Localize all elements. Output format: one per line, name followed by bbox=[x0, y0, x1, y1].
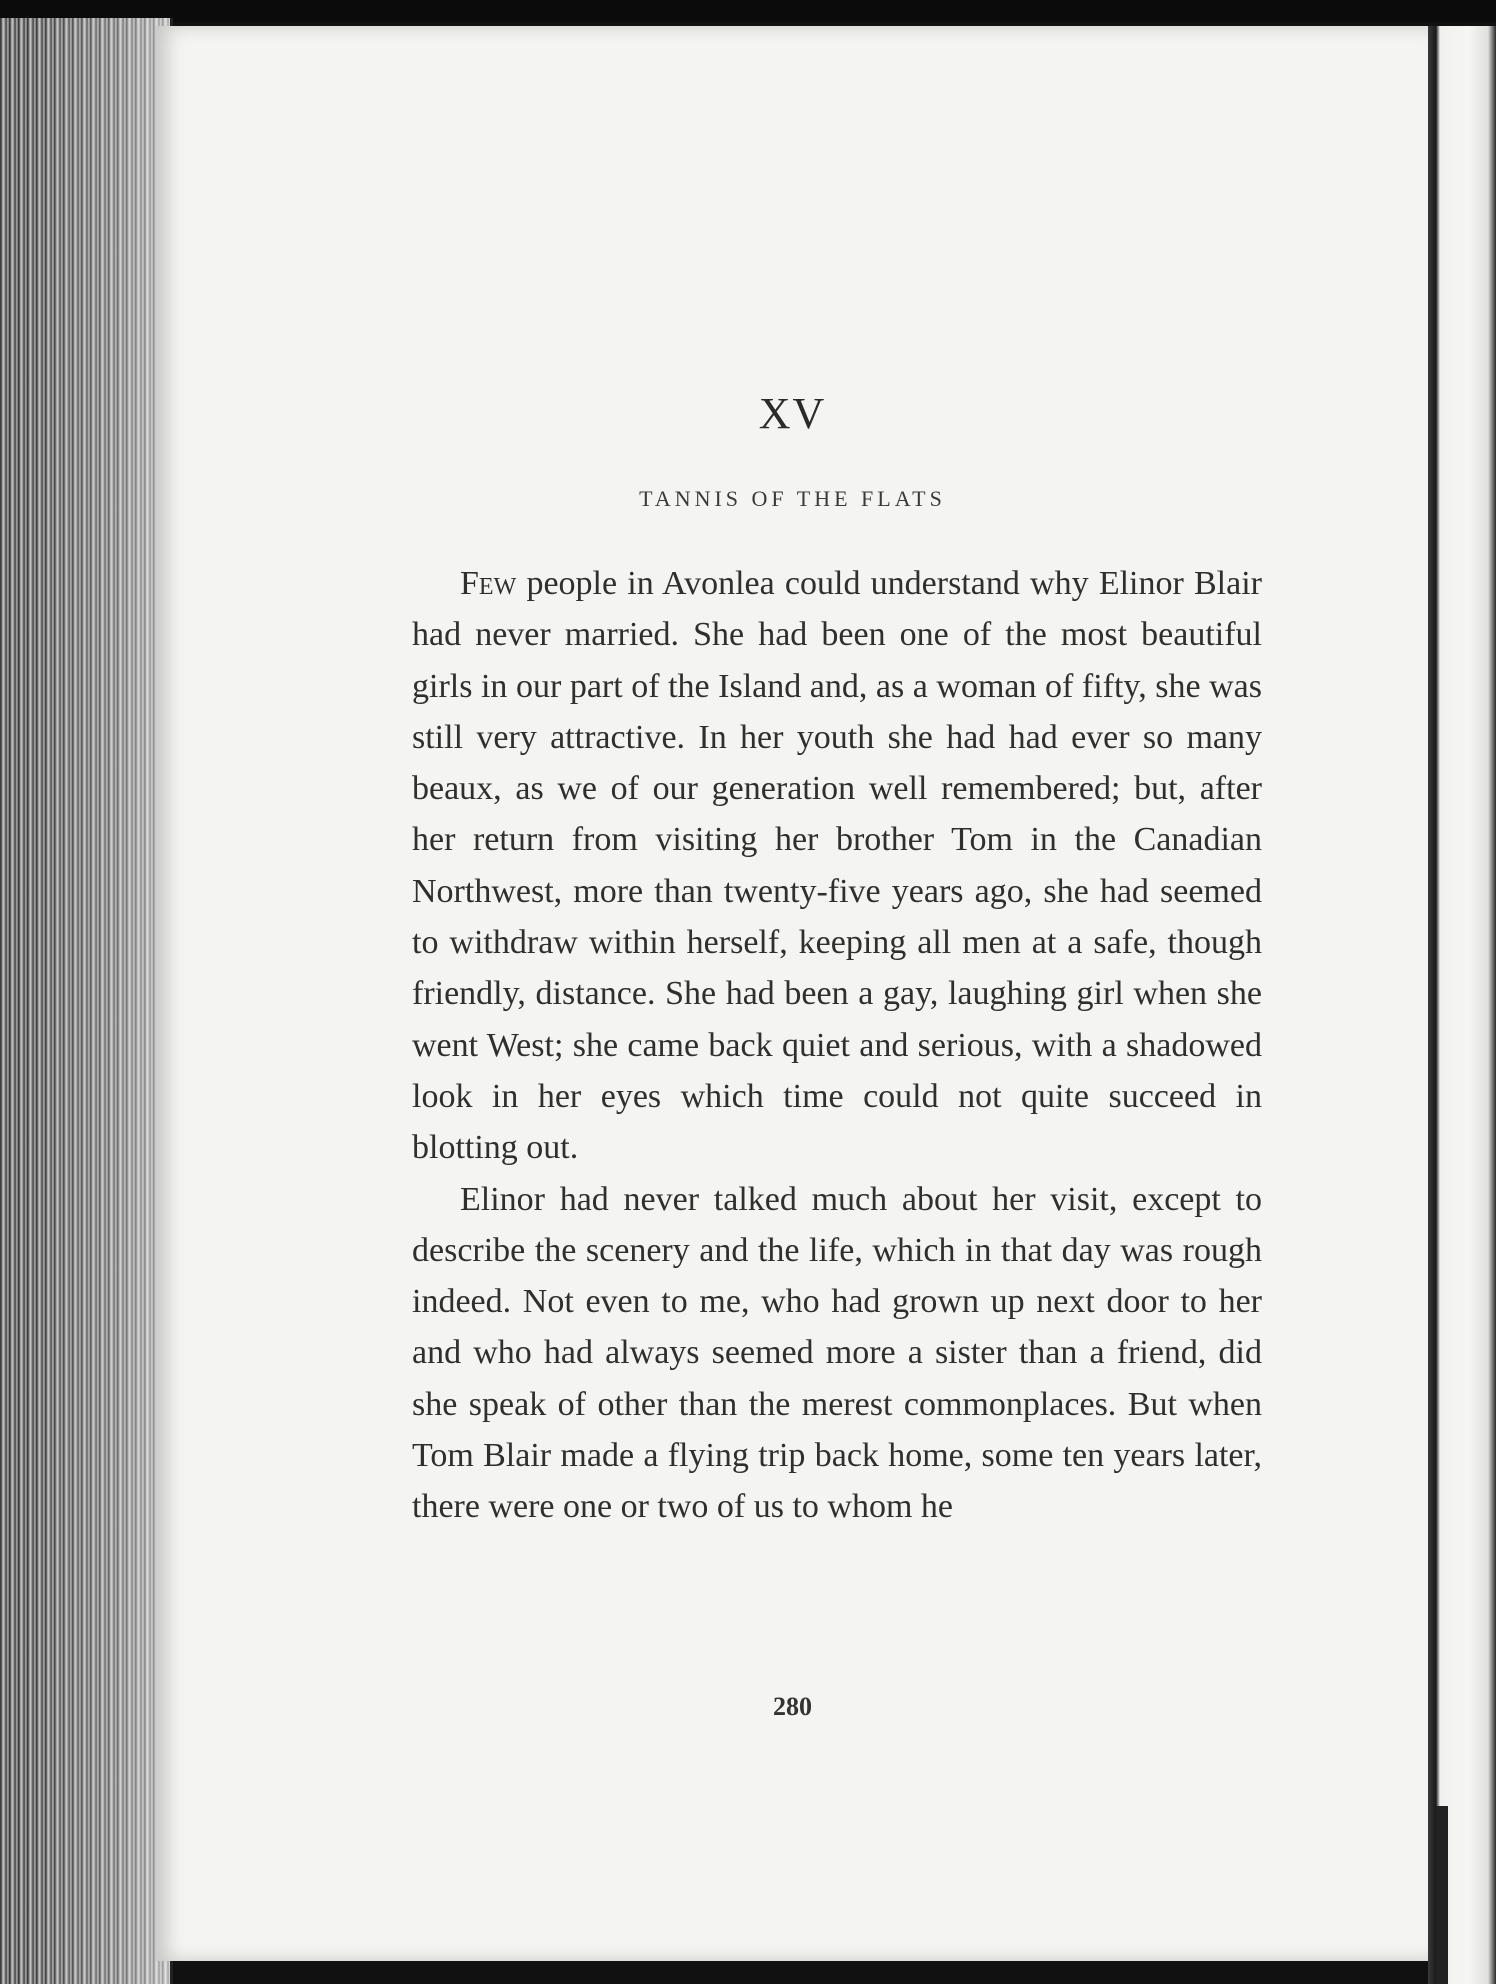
chapter-number: XV bbox=[758, 389, 827, 438]
paragraph-1 bbox=[412, 558, 1262, 1174]
chapter-title: TANNIS OF THE FLATS bbox=[639, 486, 946, 511]
scan-top-edge bbox=[0, 0, 1496, 22]
page-stack-edges bbox=[0, 18, 173, 1984]
paragraph-2: Elinor had never talked much about her visit, except to describe the scenery and the life, which in that day was rough indeed. Not even to me, who had grown up next door to her and who had always seemed more a sister than a friend, did she speak of other than the merest commonplaces. But when Tom Blair made a flying trip back home, some ten years later, there were one or two of us to whom he bbox=[412, 1180, 1262, 1526]
opening-word: Few bbox=[460, 565, 517, 602]
chapter-body bbox=[412, 558, 1262, 1533]
paragraph-1-text: people in Avonlea could understand why Elinor Blair had never married. She had been one of the most beautiful girls in our part of the Island and, as a woman of fifty, she was still very attractive. In her youth she had had ever so many beaux, as we of our generation well remembered; but, after her return from visiting her brother Tom in the Canadian Northwest, more than twenty-five years ago, she had seemed to withdraw within herself, keeping all men at a safe, though friendly, distance. She had been a gay, laughing girl when she went West; she came back quiet and serious, with a shadowed look in her eyes which time could not quite succeed in blotting out. bbox=[412, 565, 1262, 1167]
right-binding-edge bbox=[1428, 26, 1496, 1984]
page-number: 280 bbox=[773, 1692, 812, 1721]
